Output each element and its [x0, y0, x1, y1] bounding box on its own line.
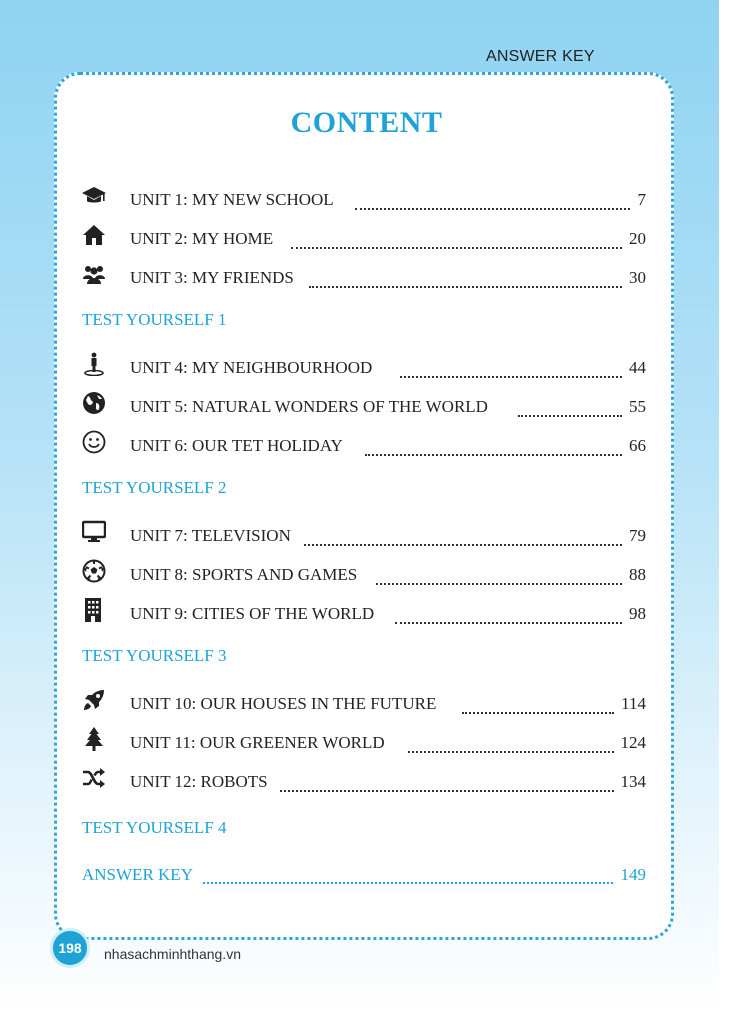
toc-entry-page: 79 [629, 526, 646, 545]
leader-dots [280, 772, 614, 792]
leader-dots [518, 397, 622, 417]
toc-entry-page: 44 [629, 358, 646, 377]
toc-entry-page: 88 [629, 565, 646, 584]
leader-dots [395, 604, 622, 624]
building-icon [82, 598, 106, 622]
page-title: CONTENT [290, 106, 443, 139]
toc-entry-label: UNIT 7: TELEVISION [130, 526, 291, 545]
toc-entry-label: UNIT 1: MY NEW SCHOOL [130, 190, 334, 209]
section-test-yourself-1[interactable]: TEST YOURSELF 1 [82, 310, 227, 329]
toc-entry-label: UNIT 9: CITIES OF THE WORLD [130, 604, 375, 623]
toc-entry-label: UNIT 10: OUR HOUSES IN THE FUTURE [130, 694, 437, 713]
toc-entry-label: UNIT 6: OUR TET HOLIDAY [130, 436, 343, 455]
toc-entry-unit-7[interactable] [82, 524, 646, 548]
toc-entry-unit-5[interactable] [82, 395, 646, 419]
toc-entry-page: 66 [629, 436, 646, 455]
section-test-yourself-3[interactable]: TEST YOURSELF 3 [82, 646, 227, 665]
toc-entry-page: 134 [620, 772, 646, 791]
users-icon [82, 262, 106, 286]
toc-entry-label: UNIT 8: SPORTS AND GAMES [130, 565, 358, 584]
leader-dots [365, 436, 622, 456]
home-icon [82, 223, 106, 247]
leader-dots [291, 229, 622, 249]
toc-entry-unit-3[interactable] [82, 266, 646, 290]
toc-entry-unit-6[interactable] [82, 434, 646, 458]
toc-entry-unit-10[interactable] [82, 692, 646, 716]
toc-entry-unit-4[interactable] [82, 356, 646, 380]
leader-dots [376, 565, 622, 585]
smiley-icon [82, 430, 106, 454]
section-test-yourself-4[interactable]: TEST YOURSELF 4 [82, 818, 227, 837]
toc-entry-unit-2[interactable] [82, 227, 646, 251]
toc-entry-label: UNIT 3: MY FRIENDS [130, 268, 294, 287]
leader-dots [400, 358, 622, 378]
answer-key-entry-page: 149 [620, 865, 646, 884]
toc-entry-page: 7 [637, 190, 646, 209]
section-test-yourself-2[interactable]: TEST YOURSELF 2 [82, 478, 227, 497]
running-header: ANSWER KEY [486, 48, 595, 65]
toc-entry-unit-11[interactable] [82, 731, 646, 755]
page-edge-stripe [719, 0, 733, 1017]
publisher-url: nhasachminhthang.vn [104, 946, 241, 962]
leader-dots [408, 733, 614, 753]
toc-entry-page: 114 [621, 694, 646, 713]
tree-icon [82, 727, 106, 751]
leader-dots [309, 268, 622, 288]
toc-entry-page: 98 [629, 604, 646, 623]
shuffle-icon [82, 766, 106, 790]
toc-entry-page: 55 [629, 397, 646, 416]
toc-entry-label: UNIT 11: OUR GREENER WORLD [130, 733, 385, 752]
page-number-badge: 198 [50, 928, 90, 968]
rocket-icon [82, 688, 106, 712]
toc-entry-page: 20 [629, 229, 646, 248]
leader-dots [462, 694, 614, 714]
toc-entry-page: 30 [629, 268, 646, 287]
monitor-icon [82, 520, 106, 544]
toc-entry-unit-8[interactable] [82, 563, 646, 587]
leader-dots [355, 190, 630, 210]
leader-dots [304, 526, 622, 546]
graduation-cap-icon [82, 184, 106, 208]
answer-key-leader-dots [203, 864, 613, 884]
toc-entry-label: UNIT 5: NATURAL WONDERS OF THE WORLD [130, 397, 488, 416]
toc-entry-label: UNIT 2: MY HOME [130, 229, 274, 248]
toc-entry-unit-9[interactable] [82, 602, 646, 626]
toc-entry-unit-1[interactable] [82, 188, 646, 212]
soccer-ball-icon [82, 559, 106, 583]
answer-key-entry-label[interactable]: ANSWER KEY [82, 865, 193, 884]
toc-entry-label: UNIT 4: MY NEIGHBOURHOOD [130, 358, 373, 377]
toc-entry-unit-12[interactable] [82, 770, 646, 794]
toc-entry-page: 124 [620, 733, 646, 752]
globe-icon [82, 391, 106, 415]
toc-entry-label: UNIT 12: ROBOTS [130, 772, 268, 791]
map-person-icon [82, 352, 106, 376]
